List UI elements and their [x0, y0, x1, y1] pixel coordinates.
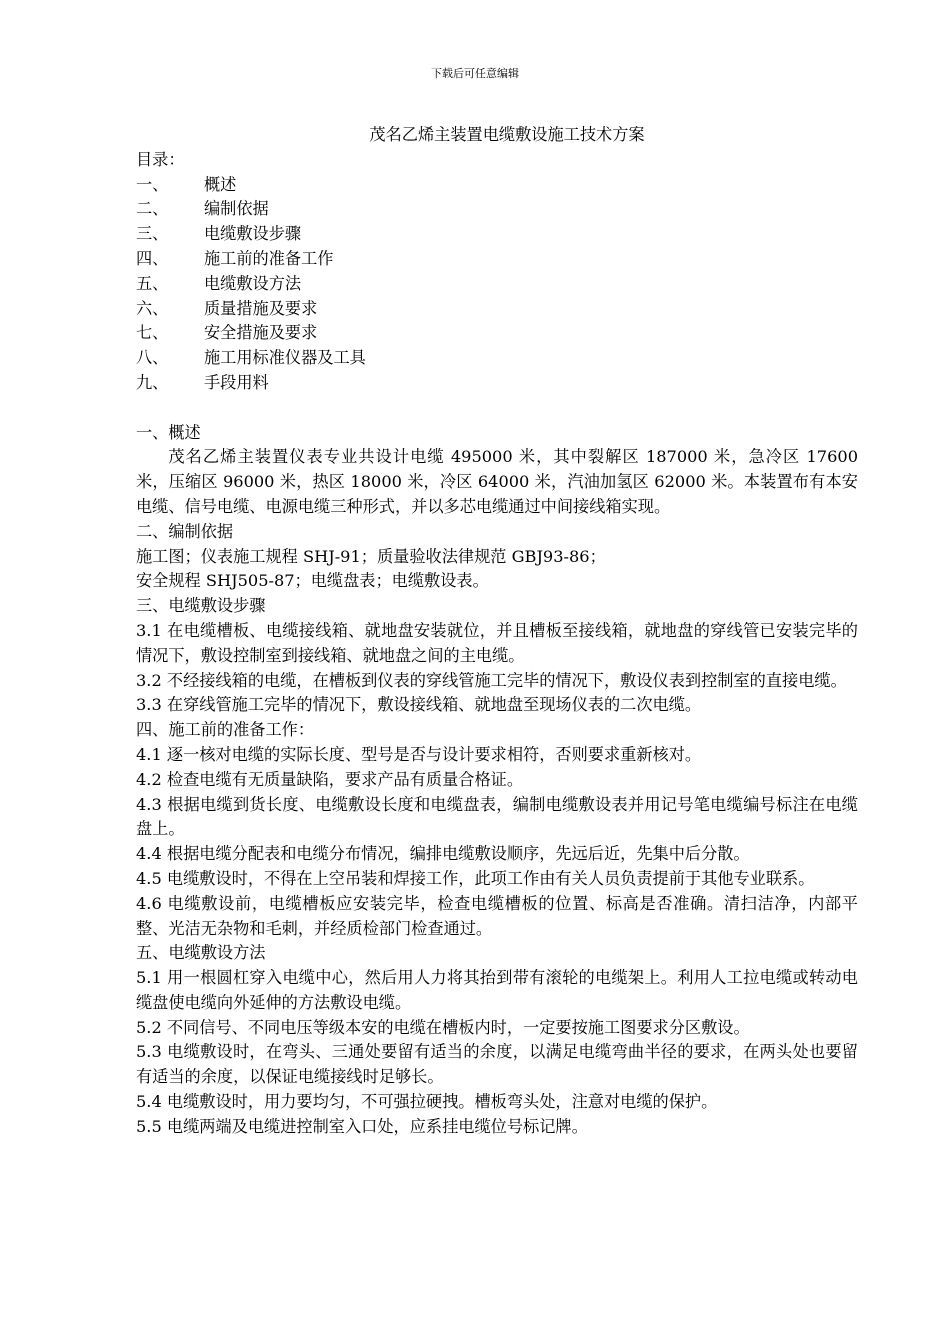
toc-text: 质量措施及要求	[204, 298, 318, 318]
toc-number: 四、	[136, 248, 169, 268]
list-item: 5.2 不同信号、不同电压等级本安的电缆在槽板内时，一定要按施工图要求分区敷设。	[136, 1017, 750, 1037]
toc-item	[136, 346, 858, 371]
toc-number: 一、	[136, 174, 169, 194]
toc-item	[136, 272, 858, 297]
toc-text: 施工用标准仪器及工具	[204, 348, 366, 368]
toc-item	[136, 197, 858, 222]
list-item: 3.1 在电缆槽板、电缆接线箱、就地盘安装就位，并且槽板至接线箱，就地盘的穿线管已安装完毕的情况下，敷设控制室到接线箱、就地盘之间的主电缆。	[136, 620, 858, 665]
list-item: 3.3 在穿线管施工完毕的情况下，敷设接线箱、就地盘至现场仪表的二次电缆。	[136, 695, 702, 715]
toc-number: 六、	[136, 298, 169, 318]
list-item: 4.5 电缆敷设时，不得在上空吊装和焊接工作，此项工作由有关人员负责提前于其他专业联系。	[136, 868, 815, 888]
section-heading: 一、概述	[136, 422, 201, 442]
table-of-contents	[136, 173, 858, 396]
toc-text: 手段用料	[204, 372, 269, 392]
toc-number: 五、	[136, 273, 169, 293]
list-item: 4.4 根据电缆分配表和电缆分布情况，编排电缆敷设顺序，先远后近，先集中后分散。	[136, 844, 750, 864]
toc-text: 概述	[204, 174, 237, 194]
list-item: 3.2 不经接线箱的电缆，在槽板到仪表的穿线管施工完毕的情况下，敷设仪表到控制室的直接电缆。	[136, 670, 847, 690]
list-item: 4.3 根据电缆到货长度、电缆敷设长度和电缆盘表，编制电缆敷设表并用记号笔电缆编号标注在电缆盘上。	[136, 794, 858, 839]
toc-text: 编制依据	[204, 199, 269, 219]
list-item: 4.1 逐一核对电缆的实际长度、型号是否与设计要求相符，否则要求重新核对。	[136, 744, 702, 764]
toc-item	[136, 371, 858, 396]
spacer	[136, 396, 858, 421]
header-note: 下载后可任意编辑	[431, 67, 519, 80]
toc-number: 八、	[136, 348, 169, 368]
document-body	[136, 123, 858, 1140]
toc-text: 施工前的准备工作	[204, 248, 334, 268]
paragraph: 安全规程 SHJ505-87；电缆盘表；电缆敷设表。	[136, 571, 489, 591]
paragraph: 施工图；仪表施工规程 SHJ-91；质量验收法律规范 GBJ93-86；	[136, 546, 606, 566]
toc-number: 七、	[136, 323, 169, 343]
toc-text: 电缆敷设方法	[204, 273, 302, 293]
toc-text: 安全措施及要求	[204, 323, 318, 343]
list-item: 5.1 用一根圆杠穿入电缆中心，然后用人力将其抬到带有滚轮的电缆架上。利用人工拉电缆或转动电缆盘使电缆向外延伸的方法敷设电缆。	[136, 968, 858, 1012]
toc-item	[136, 297, 858, 322]
toc-number: 二、	[136, 199, 169, 219]
section-heading: 五、电缆敷设方法	[136, 943, 266, 963]
document-title: 茂名乙烯主装置电缆敷设施工技术方案	[369, 125, 645, 144]
paragraph: 茂名乙烯主装置仪表专业共设计电缆 495000 米，其中裂解区 187000 米，急冷区 17600 米，压缩区 96000 米，热区 18000 米，冷区 64000 米，汽油加氢区 62000 米。本装置布有本安电缆、信号电缆、电源电缆三种形式，并以多芯电缆通过中间接线箱实现。	[136, 447, 858, 516]
toc-item	[136, 321, 858, 346]
toc-item	[136, 173, 858, 198]
section-heading: 二、编制依据	[136, 521, 234, 541]
toc-number: 九、	[136, 372, 169, 392]
toc-text: 电缆敷设步骤	[204, 224, 302, 244]
list-item: 4.6 电缆敷设前，电缆槽板应安装完毕，检查电缆槽板的位置、标高是否准确。清扫洁净，内部平整、光洁无杂物和毛刺，并经质检部门检查通过。	[136, 893, 858, 938]
toc-item	[136, 247, 858, 272]
toc-number: 三、	[136, 224, 169, 244]
section-heading: 四、施工前的准备工作：	[136, 720, 315, 740]
list-item: 5.3 电缆敷设时，在弯头、三通处要留有适当的余度，以满足电缆弯曲半径的要求，在两头处也要留有适当的余度，以保证电缆接线时足够长。	[136, 1042, 858, 1087]
list-item: 5.5 电缆两端及电缆进控制室入口处，应系挂电缆位号标记牌。	[136, 1116, 588, 1136]
toc-item	[136, 222, 858, 247]
list-item: 5.4 电缆敷设时，用力要均匀，不可强拉硬拽。槽板弯头处，注意对电缆的保护。	[136, 1092, 718, 1112]
section-heading: 三、电缆敷设步骤	[136, 596, 266, 616]
toc-label: 目录：	[136, 149, 185, 169]
list-item: 4.2 检查电缆有无质量缺陷，要求产品有质量合格证。	[136, 769, 524, 789]
